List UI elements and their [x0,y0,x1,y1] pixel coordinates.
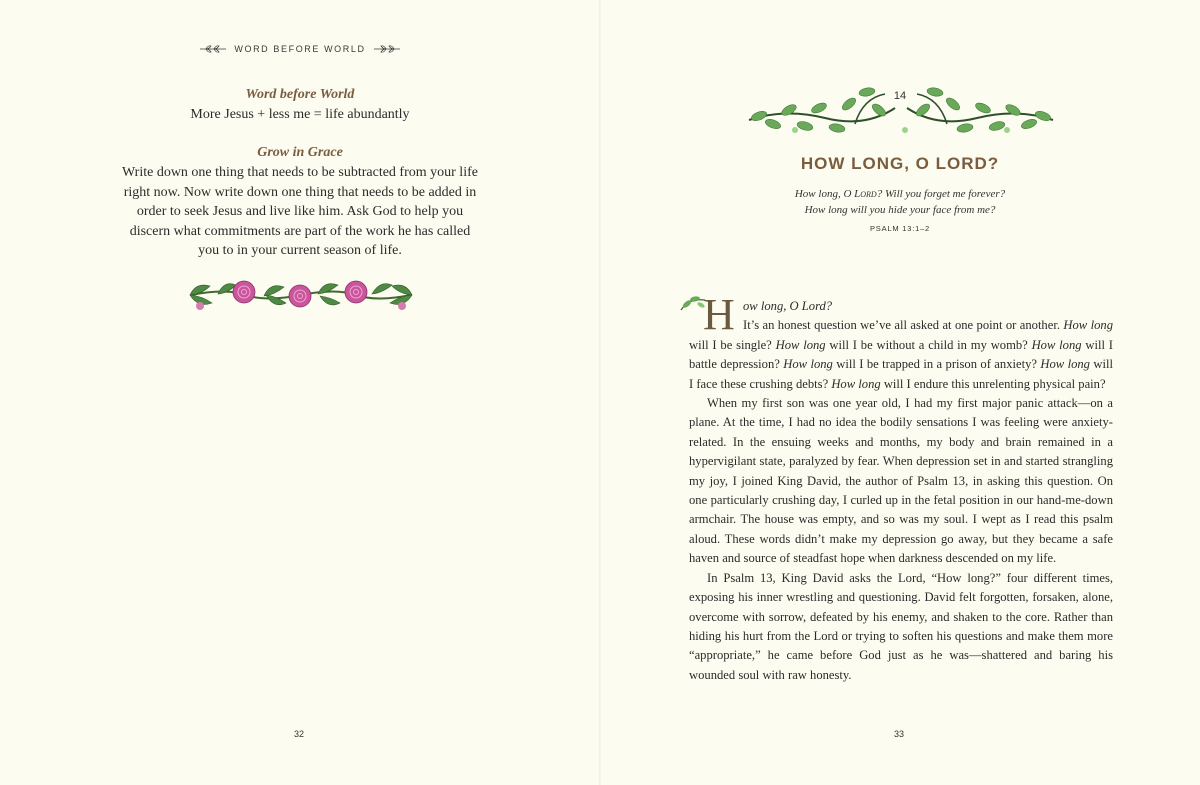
page-number-left: 32 [294,729,305,739]
running-header [0,44,600,54]
section-title-word-before-world: Word before World [245,87,355,102]
drop-cap: H [689,297,741,335]
paragraph-2: When my first son was one year old, I had my first major panic attack—on a plane. At the time, I had no idea the bodily sensations I was feeling were anxiety-related. In the ensuing weeks and months, my body and brain remained in a hypervigilant state, paralyzed by fear. When depression set in and started strangling my joy, I joined King David, the author of Psalm 13, in asking this question. On one particularly crushing day, I curled up in the fetal position in our hand-me-down armchair. The house was empty, and so was my soul. I wept as I read this psalm aloud. These words didn’t make my depression go away, but they became a safe haven and source of steadfast hope when darkness descended on my life. [689,396,1113,566]
opening-line: ow long, O Lord? [743,299,833,313]
paragraph-1: H ow long, O Lord? It’s an honest question we’ve all asked at one point or another. How long will I be single? How long will I be without a child in my womb? How long will I battle depression? How long will I be trapped in a prison of anxiety? How long will I face these crushing debts? How long will I endure this unrelenting physical pain? [689,297,1113,394]
sprig-right-icon [374,44,400,54]
epigraph-line-1: How long, O Lord? Will you forget me forever? [794,188,1006,200]
chapter-number: 14 [893,90,907,102]
epigraph [700,186,1100,218]
section-text-word-before-world: More Jesus + less me = life abundantly [190,107,410,122]
page-number-right: 33 [894,729,905,739]
epigraph-reference: PSALM 13:1–2 [869,224,931,233]
chapter-body [689,290,1113,685]
paragraph-3: In Psalm 13, King David asks the Lord, “How long?” four different times, exposing his inner wrestling and questioning. David felt forgotten, forsaken, alone, overcome with sorrow, defeated by his enemy, and shaken to the core. Rather than hiding his hurt from the Lord or trying to soften his questions and make them more “appropriate,” he came before God just as he was—shattered and baring his wounded soul with raw honesty. [689,570,1113,682]
section-text-grow-in-grace: Write down one thing that needs to be subtracted from your life right now. Now write down one thing that needs to be added in order to seek Jesus and live like him. Ask God to help you discern what commitments are part of the work he has called you to in your current season of life. [122,165,478,258]
flower-border-icon [186,276,416,314]
section-title-grow-in-grace: Grow in Grace [257,145,343,160]
sprig-left-icon [200,44,226,54]
running-header-text: WORD BEFORE WORLD [234,44,366,54]
epigraph-line-2: How long will you hide your face from me? [804,204,996,216]
right-page [600,0,1200,785]
chapter-title: HOW LONG, O LORD? [800,154,1000,173]
